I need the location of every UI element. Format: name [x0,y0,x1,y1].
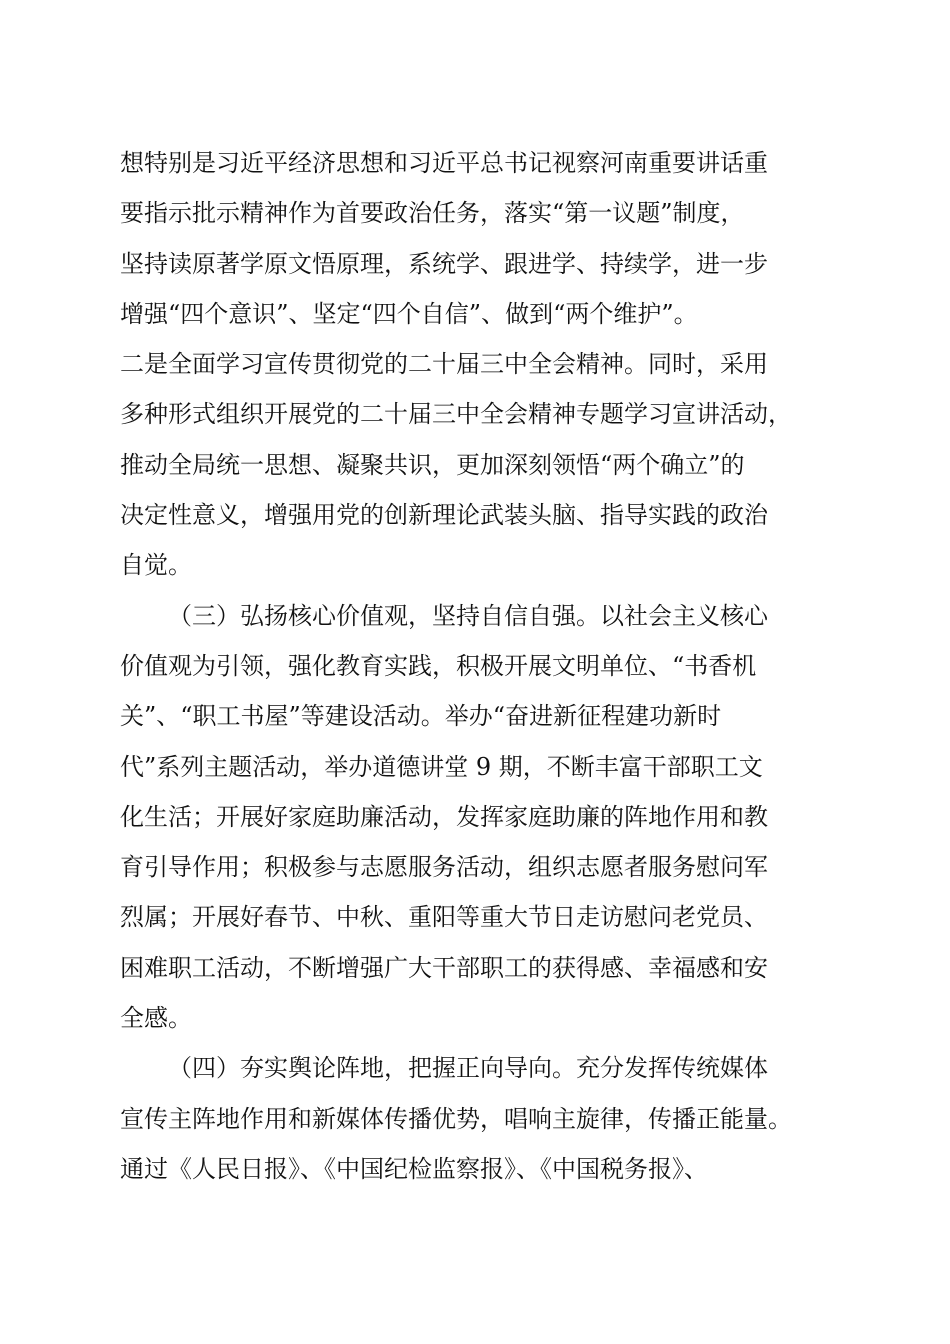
body-text [120,138,840,1194]
text-line: 通过《人民日报》、《中国纪检监察报》、《中国税务报》、 [120,1154,708,1183]
text-line: 全感。 [120,1004,192,1033]
text-line: 要指示批示精神作为首要政治任务，落实“第一议题”制度， [120,199,745,228]
section-heading-line: （四）夯实舆论阵地，把握正向导向。充分发挥传统媒体 [168,1054,768,1083]
text-line: 代”系列主题活动，举办道德讲堂 9 期，不断丰富干部职工文 [120,752,763,781]
text-line: 多种形式组织开展党的二十届三中全会精神专题学习宣讲活动， [120,400,792,429]
text-line: 关”、“职工书屋”等建设活动。举办“奋进新征程建功新时 [120,702,722,731]
text-line: 宣传主阵地作用和新媒体传播优势，唱响主旋律，传播正能量。 [120,1104,792,1133]
text-line: 推动全局统一思想、凝聚共识，更加深刻领悟“两个确立”的 [120,450,745,479]
text-line: 困难职工活动，不断增强广大干部职工的获得感、幸福感和安 [120,953,768,982]
text-line: 育引导作用；积极参与志愿服务活动，组织志愿者服务慰问军 [120,853,768,882]
text-line: 价值观为引领，强化教育实践，积极开展文明单位、“书香机 [120,651,757,680]
text-line: 二是全面学习宣传贯彻党的二十届三中全会精神。同时，采用 [120,350,768,379]
text-line: 坚持读原著学原文悟原理，系统学、跟进学、持续学，进一步 [120,249,768,278]
text-line: 自觉。 [120,551,192,580]
text-line: 化生活；开展好家庭助廉活动，发挥家庭助廉的阵地作用和教 [120,802,768,831]
text-line: 烈属；开展好春节、中秋、重阳等重大节日走访慰问老党员、 [120,903,768,932]
text-line: 想特别是习近平经济思想和习近平总书记视察河南重要讲话重 [120,149,768,177]
section-heading-line: （三）弘扬核心价值观，坚持自信自强。以社会主义核心 [168,601,768,630]
text-line: 决定性意义，增强用党的创新理论武装头脑、指导实践的政治 [120,501,768,530]
text-line: 增强“四个意识”、坚定“四个自信”、做到“两个维护”。 [120,299,698,328]
